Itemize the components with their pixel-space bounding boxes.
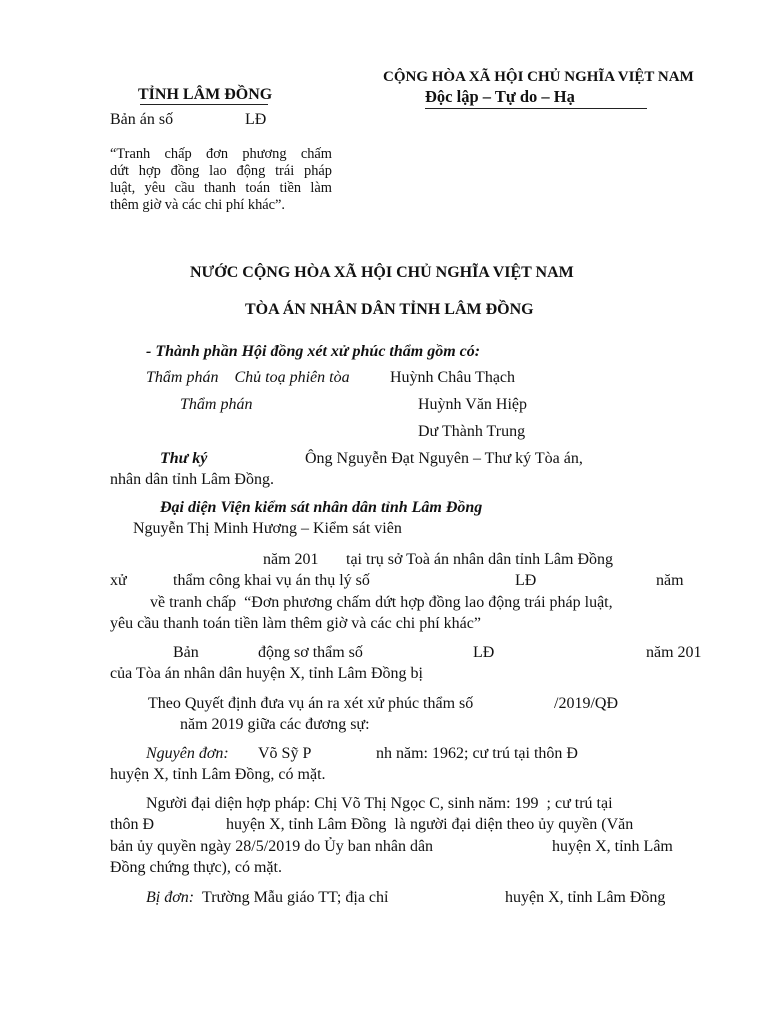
procuracy-name: Nguyễn Thị Minh Hương – Kiểm sát viên	[133, 520, 402, 537]
clerk-text: Ông Nguyễn Đạt Nguyên – Thư ký Tòa án,	[305, 450, 583, 467]
decision-text: Theo Quyết định đưa vụ án ra xét xử phúc thẩm số	[148, 695, 474, 712]
first-instance-year: năm 201	[646, 644, 702, 661]
clerk-label: Thư ký	[160, 450, 208, 467]
plaintiff-details: nh năm: 1962; cư trú tại thôn Đ	[376, 745, 578, 762]
plaintiff-name: Võ Sỹ P	[258, 745, 312, 762]
case-summary-line: dứt hợp đồng lao động trái pháp	[110, 163, 332, 179]
hearing-dispute-2: yêu cầu thanh toán tiền làm thêm giờ và các chi phí khác”	[110, 615, 481, 632]
court-title: TÒA ÁN NHÂN DÂN TỈNH LÂM ĐỒNG	[245, 301, 534, 318]
first-instance-text: động sơ thẩm số	[258, 644, 363, 661]
verdict-number-label: Bản án số	[110, 111, 174, 128]
panel-heading: - Thành phần Hội đồng xét xử phúc thẩm gồm có:	[146, 343, 481, 360]
province-underline	[140, 104, 268, 105]
defendant-address: huyện X, tỉnh Lâm Đồng	[505, 889, 666, 906]
first-instance-suffix: LĐ	[473, 644, 495, 661]
judge-name-1: Huỳnh Văn Hiệp	[418, 396, 528, 413]
representative-line-4: Đồng chứng thực), có mặt.	[110, 859, 282, 876]
hearing-case-suffix: LĐ	[515, 572, 537, 589]
verdict-number-suffix: LĐ	[245, 111, 267, 128]
defendant-label: Bị đơn:	[146, 889, 195, 906]
clerk-text-2: nhân dân tỉnh Lâm Đồng.	[110, 471, 274, 488]
first-instance-court: của Tòa án nhân dân huyện X, tỉnh Lâm Đồng bị	[110, 665, 423, 682]
case-summary	[110, 146, 332, 214]
plaintiff-address: huyện X, tỉnh Lâm Đồng, có mặt.	[110, 766, 326, 783]
presiding-judge-name: Huỳnh Châu Thạch	[390, 369, 516, 386]
case-summary-line: “Tranh chấp đơn phương chấm	[110, 146, 332, 162]
representative-line-1: Người đại diện hợp pháp: Chị Võ Thị Ngọc C, sinh năm: 199 ; cư trú tại	[146, 795, 613, 812]
motto-underline	[425, 108, 647, 109]
first-instance-label: Bản	[173, 644, 199, 661]
representative-line-3a: bản ủy quyền ngày 28/5/2019 do Ủy ban nhân dân	[110, 838, 434, 855]
decision-year: năm 2019 giữa các đương sự:	[180, 716, 370, 733]
judge-role: Thẩm phán	[180, 396, 253, 413]
case-summary-line: thêm giờ và các chi phí khác”.	[110, 197, 286, 213]
hearing-public: thẩm công khai vụ án thụ lý số	[173, 572, 370, 589]
province-header: TỈNH LÂM ĐỒNG	[138, 86, 273, 103]
hearing-trial: xử	[110, 572, 127, 589]
plaintiff-label: Nguyên đơn:	[146, 745, 229, 762]
republic-header: CỘNG HÒA XÃ HỘI CHỦ NGHĨA VIỆT NAM	[383, 69, 694, 85]
representative-line-2b: huyện X, tỉnh Lâm Đồng là người đại diện theo ủy quyền (Văn	[226, 816, 634, 833]
motto: Độc lập – Tự do – Hạ	[425, 87, 575, 106]
nation-title: NƯỚC CỘNG HÒA XÃ HỘI CHỦ NGHĨA VIỆT NAM	[190, 264, 574, 281]
decision-number: /2019/QĐ	[554, 695, 618, 712]
hearing-year: năm 201	[263, 551, 319, 568]
judge-name-2: Dư Thành Trung	[418, 423, 526, 440]
hearing-case-year: năm	[656, 572, 684, 589]
representative-line-3b: huyện X, tỉnh Lâm	[552, 838, 673, 855]
defendant-text: Trường Mẫu giáo TT; địa chỉ	[202, 889, 389, 906]
procuracy-heading: Đại diện Viện kiểm sát nhân dân tỉnh Lâm Đồng	[160, 499, 483, 516]
hearing-dispute: về tranh chấp “Đơn phương chấm dứt hợp đồng lao động trái pháp luật,	[150, 594, 613, 611]
presiding-judge-role: Thẩm phán Chủ toạ phiên tòa	[146, 369, 350, 386]
representative-line-2a: thôn Đ	[110, 816, 154, 833]
case-summary-line: luật, yêu cầu thanh toán tiền làm	[110, 180, 332, 196]
hearing-venue: tại trụ sở Toà án nhân dân tỉnh Lâm Đồng	[346, 551, 613, 568]
